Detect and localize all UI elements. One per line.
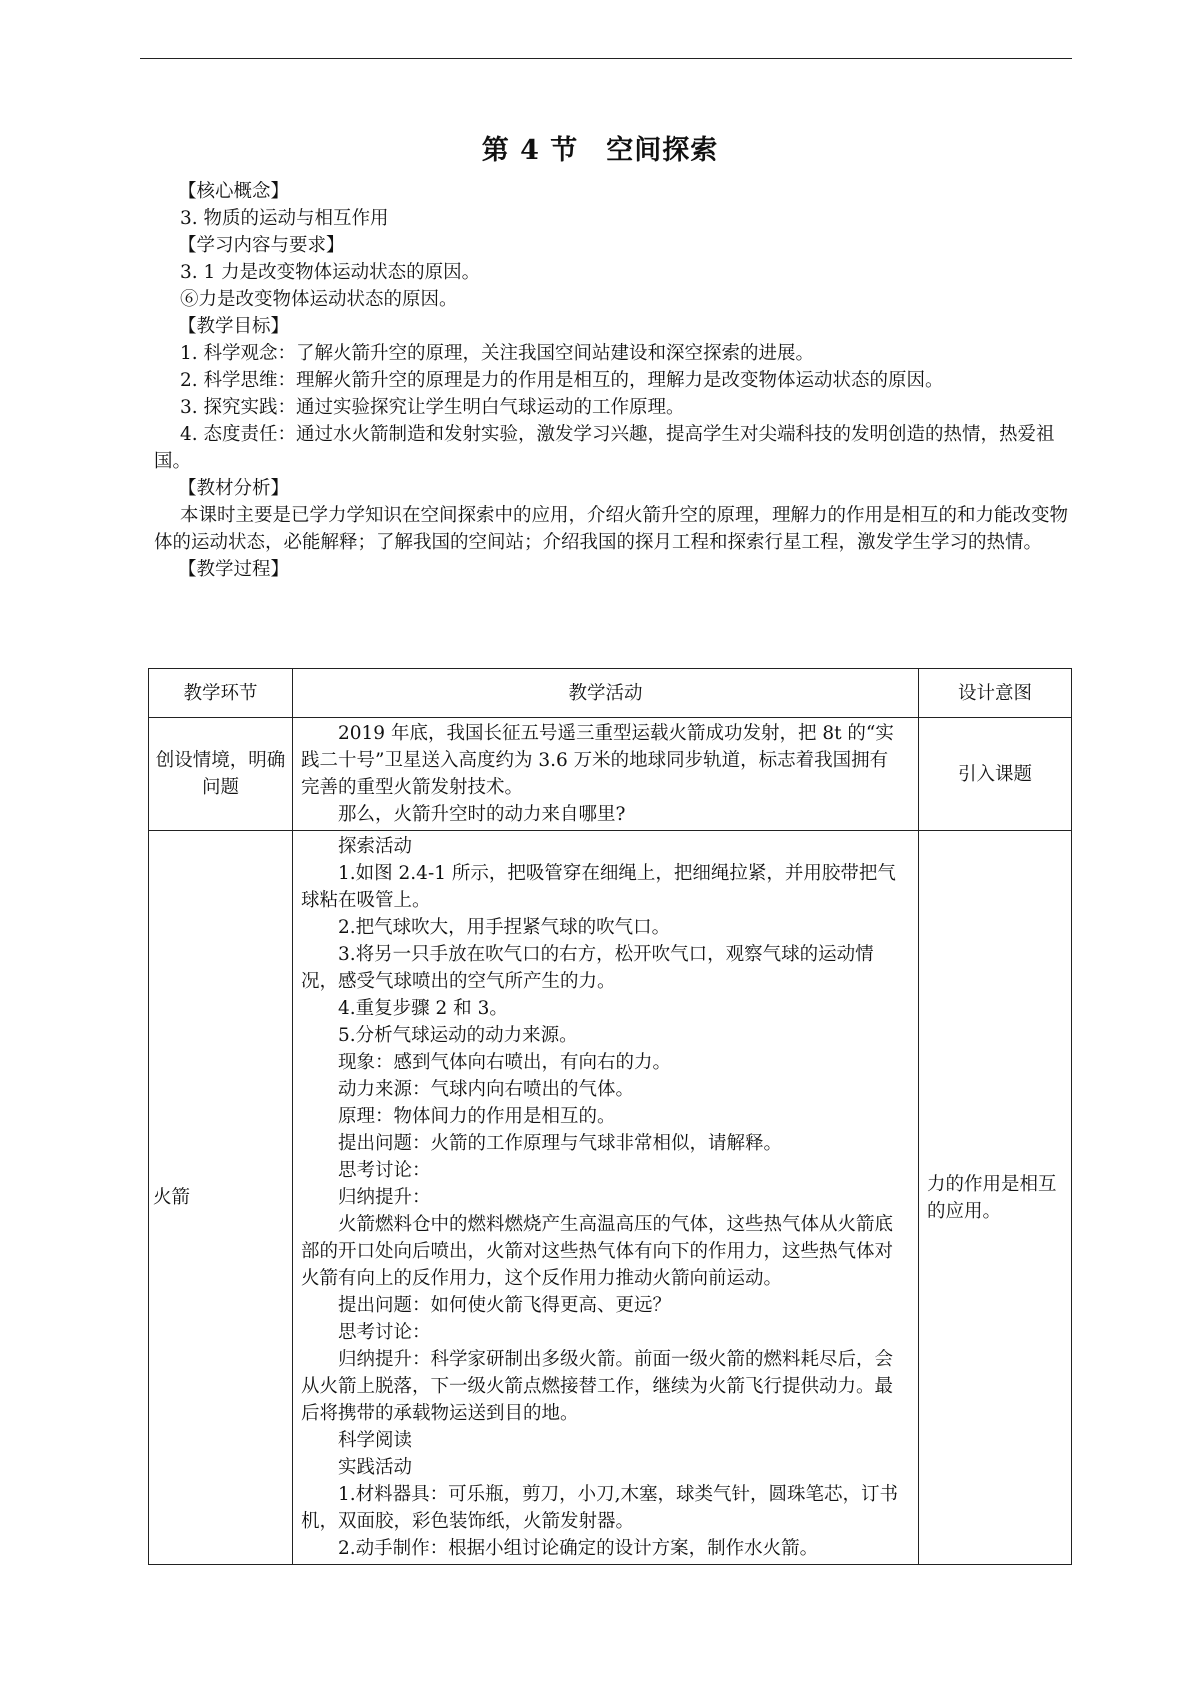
teaching-process-table [148,668,1072,1565]
page-title [0,128,1200,167]
objective-item: 4. 态度责任：通过水火箭制造和发射实验，激发学习兴趣，提高学生对尖端科技的发明创造的热情，热爱祖国。 [154,424,1055,472]
activity-line: 探索活动 [338,836,413,857]
column-header-intent: 设计意图 [919,669,1072,718]
table-row [149,831,1072,1565]
heading-objectives: 【教学目标】 [178,316,290,337]
core-concept-item: 3. 物质的运动与相互作用 [180,208,389,229]
activity-line: 思考讨论： [338,1322,431,1343]
heading-teaching-process: 【教学过程】 [178,559,290,580]
activity-line: 现象：感到气体向右喷出，有向右的力。 [338,1052,672,1073]
heading-learning-content: 【学习内容与要求】 [178,235,345,256]
activity-line: 1.材料器具：可乐瓶，剪刀，小刀,木塞，球类气针，圆珠笔芯，订书机，双面胶，彩色装饰纸，火箭发射器。 [301,1484,899,1532]
activity-line: 动力来源：气球内向右喷出的气体。 [338,1079,635,1100]
activity-line: 火箭燃料仓中的燃料燃烧产生高温高压的气体，这些热气体从火箭底部的开口处向后喷出，火箭对这些热气体有向下的作用力，这些热气体对火箭有向上的反作用力，这个反作用力推动火箭向前运动。 [301,1214,894,1289]
column-header-stage: 教学环节 [149,669,293,718]
activity-line: 5.分析气球运动的动力来源。 [338,1025,578,1046]
table-row [149,718,1072,831]
activity-line: 3.将另一只手放在吹气口的右方，松开吹气口，观察气球的运动情况，感受气球喷出的空气所产生的力。 [301,944,874,992]
activity-line: 4.重复步骤 2 和 3。 [338,998,508,1019]
section-number: 第 4 节 [481,135,579,166]
objective-item: 1. 科学观念：了解火箭升空的原理，关注我国空间站建设和深空探索的进展。 [180,343,815,364]
learning-item: 3. 1 力是改变物体运动状态的原因。 [180,262,481,283]
section-title: 空间探索 [606,135,719,166]
activity-line: 提出问题：火箭的工作原理与气球非常相似，请解释。 [338,1133,783,1154]
activity-line: 科学阅读 [338,1430,413,1451]
activity-line: 提出问题：如何使火箭飞得更高、更远？ [338,1295,672,1316]
activity-cell [293,831,919,1565]
document-body [154,178,1072,583]
activity-line: 原理：物体间力的作用是相互的。 [338,1106,616,1127]
stage-cell: 创设情境，明确问题 [149,718,293,831]
activity-line: 实践活动 [338,1457,413,1478]
activity-line: 2.把气球吹大，用手捏紧气球的吹气口。 [338,917,671,938]
activity-cell [293,718,919,831]
material-analysis-text: 本课时主要是已学力学知识在空间探索中的应用，介绍火箭升空的原理，理解力的作用是相互的和力能改变物体的运动状态，必能解释；了解我国的空间站；介绍我国的探月工程和探索行星工程，激发学生学习的热情。 [154,505,1069,553]
activity-line: 1.如图 2.4-1 所示，把吸管穿在细绳上，把细绳拉紧，并用胶带把气球粘在吸管上。 [301,863,896,911]
heading-material-analysis: 【教材分析】 [178,478,290,499]
activity-line: 归纳提升：科学家研制出多级火箭。前面一级火箭的燃料耗尽后，会从火箭上脱落，下一级火箭点燃接替工作，继续为火箭飞行提供动力。最后将携带的承载物运送到目的地。 [301,1349,894,1424]
activity-line: 2.动手制作：根据小组讨论确定的设计方案，制作水火箭。 [338,1538,819,1559]
column-header-activity: 教学活动 [293,669,919,718]
activity-line: 那么，火箭升空时的动力来自哪里? [338,804,626,825]
objective-item: 3. 探究实践：通过实验探究让学生明白气球运动的工作原理。 [180,397,685,418]
activity-line: 2019 年底，我国长征五号遥三重型运载火箭成功发射，把 8t 的“实践二十号”卫星送入高度约为 3.6 万米的地球同步轨道，标志着我国拥有完善的重型火箭发射技术。 [301,723,894,798]
objective-item: 2. 科学思维：理解火箭升空的原理是力的作用是相互的，理解力是改变物体运动状态的原因。 [180,370,944,391]
header-rule [140,58,1072,59]
table-header-row [149,669,1072,718]
intent-cell: 力的作用是相互的应用。 [919,831,1072,1565]
activity-line: 思考讨论： [338,1160,431,1181]
activity-line: 归纳提升： [338,1187,431,1208]
stage-cell: 火箭 [149,831,293,1565]
learning-item: ⑥力是改变物体运动状态的原因。 [180,289,458,310]
intent-cell: 引入课题 [919,718,1072,831]
heading-core-concept: 【核心概念】 [178,181,290,202]
